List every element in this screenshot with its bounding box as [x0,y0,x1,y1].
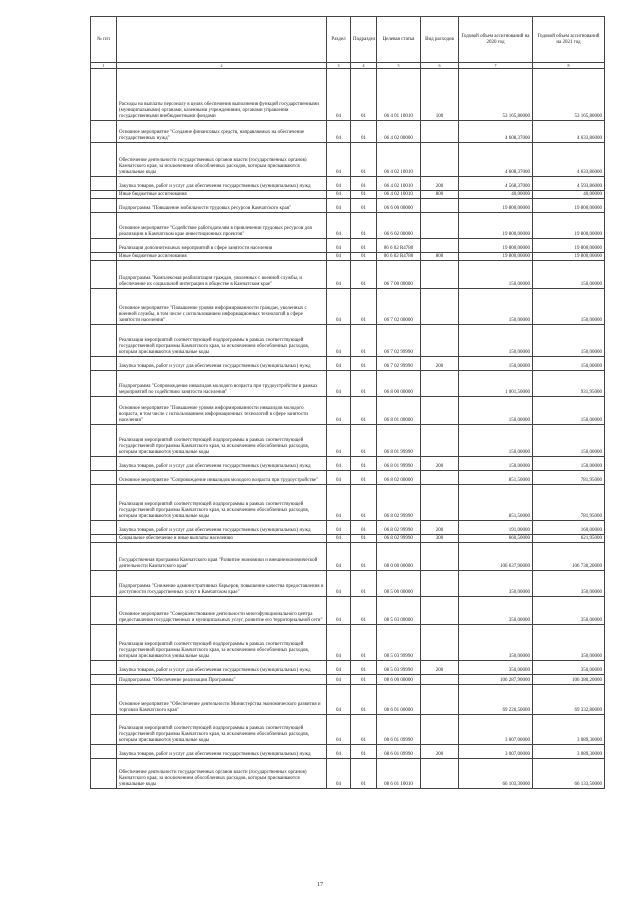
row-vr-cell [421,239,459,253]
row-number-cell [91,199,117,213]
table-header-row [91,17,605,63]
row-2021-cell: 53 165,80000 [533,69,605,121]
row-2021-cell: 4 593,86000 [533,177,605,191]
table-row [91,261,605,289]
column-index: 7 [459,63,533,69]
header-name [117,17,327,63]
row-2021-cell: 150,00000 [533,457,605,471]
row-number-cell [91,261,117,289]
row-csr-cell: 06 7 00 00000 [377,261,421,289]
row-number-cell [91,425,117,457]
row-vr-cell [421,597,459,625]
column-index: 8 [533,63,605,69]
row-podrazdel-cell: 01 [351,685,377,715]
row-2020-cell: 106 637,90000 [459,543,533,571]
row-csr-cell: 06 8 01 00000 [377,397,421,425]
row-podrazdel-cell: 01 [351,457,377,471]
row-razdel-cell: 04 [327,357,351,371]
row-vr-cell: 100 [421,69,459,121]
row-2021-cell: 781,95000 [533,471,605,485]
row-csr-cell: 06 4 01 10010 [377,69,421,121]
row-podrazdel-cell: 01 [351,261,377,289]
row-razdel-cell: 04 [327,143,351,177]
header-vr: Вид расходов [421,17,459,63]
row-razdel-cell: 04 [327,199,351,213]
row-number-cell [91,675,117,685]
row-csr-cell: 08 5 03 99990 [377,661,421,675]
row-2020-cell: 4 608,37000 [459,121,533,143]
column-index: 1 [91,63,117,69]
row-2021-cell: 19 800,00000 [533,239,605,253]
header-2020: Годовой объем ассигнований на 2020 год [459,17,533,63]
row-csr-cell: 08 0 00 00000 [377,543,421,571]
row-razdel-cell: 04 [327,325,351,357]
row-razdel-cell: 04 [327,253,351,261]
row-name-cell: Закупка товаров, работ и услуг для обеспечения государственных (муниципальных) нужд [117,357,327,371]
row-2021-cell: 781,95000 [533,485,605,521]
row-2021-cell: 40,00000 [533,191,605,199]
row-2020-cell: 3 007,00000 [459,715,533,745]
row-2020-cell: 150,00000 [459,357,533,371]
row-razdel-cell: 04 [327,759,351,789]
row-2020-cell: 350,00000 [459,597,533,625]
row-csr-cell: 08 6 01 09990 [377,715,421,745]
header-podrazdel: Подраздел [351,17,377,63]
row-number-cell [91,253,117,261]
row-2021-cell: 350,00000 [533,661,605,675]
row-name-cell: Основное мероприятие "Обеспечение деятельности Министерства экономического развития и торговли Камчатского края" [117,685,327,715]
table-row [91,253,605,261]
header-2021: Годовой объем ассигнований на 2021 год [533,17,605,63]
row-2020-cell: 350,00000 [459,661,533,675]
table-row [91,543,605,571]
row-podrazdel-cell: 01 [351,191,377,199]
row-number-cell [91,745,117,759]
row-number-cell [91,485,117,521]
row-2021-cell: 350,00000 [533,571,605,597]
row-number-cell [91,371,117,397]
row-csr-cell: 06 4 02 10010 [377,177,421,191]
row-vr-cell [421,397,459,425]
table-row [91,675,605,685]
row-razdel-cell: 04 [327,521,351,535]
row-razdel-cell: 04 [327,457,351,471]
table-row [91,397,605,425]
row-name-cell: Основное мероприятие "Повышение уровня информированности граждан, уволенных с военной службы, в том числе с использованием информационных технологий в сфере занятости населения" [117,289,327,325]
row-csr-cell: 06 8 02 00000 [377,471,421,485]
row-number-cell [91,213,117,239]
row-vr-cell [421,543,459,571]
row-name-cell: Основное мероприятие "Создание финансовых средств, направляемых на обеспечение государственных нужд" [117,121,327,143]
row-2021-cell: 3 089,30000 [533,745,605,759]
row-razdel-cell: 04 [327,685,351,715]
column-index: 5 [377,63,421,69]
row-podrazdel-cell: 01 [351,397,377,425]
row-csr-cell: 06 6 02 00000 [377,213,421,239]
table-row [91,759,605,789]
table-row [91,121,605,143]
row-2021-cell: 19 800,00000 [533,253,605,261]
row-number-cell [91,535,117,543]
row-razdel-cell: 04 [327,543,351,571]
row-vr-cell [421,715,459,745]
row-2020-cell: 19 800,00000 [459,213,533,239]
row-number-cell [91,177,117,191]
row-number-cell [91,543,117,571]
table-row [91,289,605,325]
row-2020-cell: 66 103,30000 [459,759,533,789]
row-vr-cell [421,289,459,325]
row-2021-cell: 19 800,00000 [533,213,605,239]
row-razdel-cell: 04 [327,121,351,143]
row-csr-cell: 06 4 02 10010 [377,191,421,199]
row-csr-cell: 06 8 01 99990 [377,457,421,471]
row-podrazdel-cell: 01 [351,597,377,625]
row-number-cell [91,325,117,357]
table-row [91,535,605,543]
row-2021-cell: 350,00000 [533,625,605,661]
row-number-cell [91,457,117,471]
table-row [91,457,605,471]
row-vr-cell [421,199,459,213]
row-razdel-cell: 04 [327,239,351,253]
row-podrazdel-cell: 01 [351,121,377,143]
row-vr-cell [421,261,459,289]
row-podrazdel-cell: 01 [351,543,377,571]
row-name-cell: Иные бюджетные ассигнования [117,253,327,261]
row-podrazdel-cell: 01 [351,675,377,685]
row-csr-cell: 06 4 02 00000 [377,121,421,143]
row-2021-cell: 19 800,00000 [533,199,605,213]
row-number-cell [91,625,117,661]
row-number-cell [91,143,117,177]
table-row [91,143,605,177]
row-number-cell [91,571,117,597]
row-2020-cell: 4 568,37000 [459,177,533,191]
row-2020-cell: 191,00000 [459,521,533,535]
row-razdel-cell: 04 [327,675,351,685]
row-2020-cell: 4 608,37000 [459,143,533,177]
row-name-cell: Подпрограмма "Комплексная реабилитация граждан, уволенных с военной службы, и обеспечение их социальной интеграции в обществе в Камчатском крае" [117,261,327,289]
row-podrazdel-cell: 01 [351,535,377,543]
row-number-cell [91,397,117,425]
row-vr-cell: 800 [421,253,459,261]
row-number-cell [91,661,117,675]
table-row [91,357,605,371]
row-2020-cell: 851,50000 [459,471,533,485]
row-name-cell: Реализация мероприятий соответствующей подпрограммы в рамках соответствующей государственной программы Камчатского края, за исключением обособленных расходов, которым присваиваются уникальные коды [117,715,327,745]
row-csr-cell: 06 4 02 10010 [377,143,421,177]
row-number-cell [91,191,117,199]
row-csr-cell: 06 6 00 00000 [377,199,421,213]
row-name-cell: Закупка товаров, работ и услуг для обеспечения государственных (муниципальных) нужд [117,177,327,191]
row-razdel-cell: 04 [327,661,351,675]
row-2020-cell: 150,00000 [459,457,533,471]
row-name-cell: Реализация мероприятий соответствующей подпрограммы в рамках соответствующей государственной программы Камчатского края, за исключением обособленных расходов, которым присваиваются уникальные коды [117,425,327,457]
row-2021-cell: 106 380,20000 [533,675,605,685]
row-vr-cell [421,759,459,789]
row-razdel-cell: 04 [327,191,351,199]
row-2020-cell: 660,50000 [459,535,533,543]
row-number-cell [91,685,117,715]
row-name-cell: Закупка товаров, работ и услуг для обеспечения государственных (муниципальных) нужд [117,745,327,759]
row-csr-cell: 08 6 01 09990 [377,745,421,759]
row-name-cell: Государственная программа Камчатского края "Развитие экономики и внешнеэкономической деятельности Камчатского края" [117,543,327,571]
row-name-cell: Основное мероприятие "Совершенствование деятельности многофункционального центра предоставления государственных и муниципальных услуг, развитие его территориальной сети" [117,597,327,625]
row-2021-cell: 106 730,20000 [533,543,605,571]
budget-table [90,16,605,789]
row-2020-cell: 150,00000 [459,289,533,325]
row-csr-cell: 06 8 02 99990 [377,485,421,521]
row-number-cell [91,597,117,625]
row-podrazdel-cell: 01 [351,759,377,789]
table-row [91,177,605,191]
row-razdel-cell: 04 [327,177,351,191]
row-vr-cell: 200 [421,457,459,471]
row-number-cell [91,357,117,371]
row-csr-cell: 06 7 02 99990 [377,357,421,371]
row-csr-cell: 06 6 02 R4780 [377,239,421,253]
row-name-cell: Расходы на выплаты персоналу в целях обеспечения выполнения функций государственными (муниципальными) органами, казенными учреждениями, органами управления государственными внебюджетными фондами [117,69,327,121]
table-row [91,471,605,485]
row-vr-cell: 300 [421,535,459,543]
row-number-cell [91,289,117,325]
row-podrazdel-cell: 01 [351,521,377,535]
row-razdel-cell: 04 [327,397,351,425]
row-vr-cell [421,143,459,177]
header-num: № п/п [91,17,117,63]
row-csr-cell: 06 8 02 99990 [377,535,421,543]
row-podrazdel-cell: 01 [351,661,377,675]
row-csr-cell: 08 5 00 00000 [377,571,421,597]
row-2021-cell: 150,00000 [533,425,605,457]
row-vr-cell: 800 [421,191,459,199]
row-2021-cell: 66 133,50000 [533,759,605,789]
row-razdel-cell: 04 [327,485,351,521]
row-vr-cell [421,325,459,357]
row-2020-cell: 106 287,90000 [459,675,533,685]
column-index: 3 [327,63,351,69]
row-2020-cell: 350,00000 [459,625,533,661]
row-name-cell: Основное мероприятие "Содействие работодателям в привлечении трудовых ресурсов для реализации в Камчатском крае инвестиционных проектов" [117,213,327,239]
row-podrazdel-cell: 01 [351,325,377,357]
row-podrazdel-cell: 01 [351,471,377,485]
row-podrazdel-cell: 01 [351,143,377,177]
table-row [91,685,605,715]
header-csr: Целевая статья [377,17,421,63]
row-podrazdel-cell: 01 [351,357,377,371]
row-razdel-cell: 04 [327,69,351,121]
row-csr-cell: 06 8 00 00000 [377,371,421,397]
row-2020-cell: 53 165,80000 [459,69,533,121]
row-2021-cell: 4 633,86000 [533,121,605,143]
row-2020-cell: 40,00000 [459,191,533,199]
table-row [91,597,605,625]
row-podrazdel-cell: 01 [351,177,377,191]
row-name-cell: Основное мероприятие "Повышение уровня информированности инвалидов молодого возраста, в том числе с использованием информационных технологий в сфере занятости населения" [117,397,327,425]
row-name-cell: Закупка товаров, работ и услуг для обеспечения государственных (муниципальных) нужд [117,521,327,535]
row-vr-cell [421,485,459,521]
row-2021-cell: 69 332,80000 [533,685,605,715]
row-number-cell [91,69,117,121]
column-index: 6 [421,63,459,69]
row-number-cell [91,121,117,143]
row-razdel-cell: 04 [327,371,351,397]
table-row [91,69,605,121]
row-2020-cell: 851,50000 [459,485,533,521]
row-podrazdel-cell: 01 [351,425,377,457]
row-vr-cell [421,213,459,239]
row-2021-cell: 150,00000 [533,289,605,325]
table-row [91,625,605,661]
row-2021-cell: 150,00000 [533,261,605,289]
column-index: 2 [117,63,327,69]
row-csr-cell: 08 6 01 10010 [377,759,421,789]
table-row [91,371,605,397]
row-name-cell: Подпрограмма "Обеспечение реализации Программы" [117,675,327,685]
row-name-cell: Закупка товаров, работ и услуг для обеспечения государственных (муниципальных) нужд [117,457,327,471]
table-body [91,69,605,789]
row-razdel-cell: 04 [327,261,351,289]
row-number-cell [91,471,117,485]
row-2021-cell: 621,95000 [533,535,605,543]
row-csr-cell: 06 7 02 00000 [377,289,421,325]
row-razdel-cell: 04 [327,715,351,745]
row-podrazdel-cell: 01 [351,625,377,661]
row-name-cell: Реализация дополнительных мероприятий в сфере занятости населения [117,239,327,253]
row-2021-cell: 931,95000 [533,371,605,397]
table-row [91,745,605,759]
row-razdel-cell: 04 [327,425,351,457]
row-vr-cell: 200 [421,177,459,191]
row-razdel-cell: 04 [327,213,351,239]
row-csr-cell: 06 8 02 99990 [377,521,421,535]
row-csr-cell: 08 6 00 00000 [377,675,421,685]
column-index: 4 [351,63,377,69]
row-name-cell: Реализация мероприятий соответствующей подпрограммы в рамках соответствующей государственной программы Камчатского края, за исключением обособленных расходов, которым присваиваются уникальные коды [117,485,327,521]
row-2021-cell: 150,00000 [533,397,605,425]
row-razdel-cell: 04 [327,289,351,325]
row-vr-cell [421,675,459,685]
row-csr-cell: 06 8 01 99990 [377,425,421,457]
row-vr-cell: 200 [421,521,459,535]
row-vr-cell [421,471,459,485]
row-number-cell [91,759,117,789]
row-vr-cell: 200 [421,661,459,675]
row-2020-cell: 19 800,00000 [459,239,533,253]
row-2020-cell: 3 007,00000 [459,745,533,759]
table-row [91,661,605,675]
row-vr-cell [421,685,459,715]
row-podrazdel-cell: 01 [351,239,377,253]
table-row [91,485,605,521]
row-podrazdel-cell: 01 [351,745,377,759]
row-razdel-cell: 04 [327,597,351,625]
row-2020-cell: 150,00000 [459,425,533,457]
row-podrazdel-cell: 01 [351,69,377,121]
row-csr-cell: 06 7 02 99990 [377,325,421,357]
row-razdel-cell: 04 [327,625,351,661]
row-name-cell: Иные бюджетные ассигнования [117,191,327,199]
table-row [91,325,605,357]
table-row [91,425,605,457]
row-2020-cell: 19 800,00000 [459,199,533,213]
row-2021-cell: 4 633,86000 [533,143,605,177]
table-row [91,715,605,745]
row-2020-cell: 350,00000 [459,571,533,597]
row-2020-cell: 19 800,00000 [459,253,533,261]
row-2021-cell: 3 089,30000 [533,715,605,745]
row-podrazdel-cell: 01 [351,715,377,745]
row-vr-cell [421,625,459,661]
row-name-cell: Закупка товаров, работ и услуг для обеспечения государственных (муниципальных) нужд [117,661,327,675]
row-podrazdel-cell: 01 [351,485,377,521]
row-name-cell: Социальное обеспечение и иные выплаты населению [117,535,327,543]
row-vr-cell: 200 [421,357,459,371]
header-razdel: Раздел [327,17,351,63]
row-2020-cell: 1 001,50000 [459,371,533,397]
row-razdel-cell: 04 [327,745,351,759]
page-number: 17 [317,882,323,888]
table-row [91,239,605,253]
row-vr-cell [421,571,459,597]
row-name-cell: Обеспечение деятельности государственных органов власти (государственных органов) Камчатского края, за исключением обособленных расходов, которым присваиваются уникальные коды [117,759,327,789]
row-csr-cell: 08 5 03 00000 [377,597,421,625]
row-name-cell: Подпрограмма "Снижение административных барьеров, повышение качества предоставления и доступности государственных услуг в Камчатском крае" [117,571,327,597]
table-row [91,521,605,535]
row-2020-cell: 150,00000 [459,325,533,357]
row-number-cell [91,715,117,745]
row-name-cell: Обеспечение деятельности государственных органов власти (государственных органов) Камчатского края, за исключением обособленных расходов, которым присваиваются уникальные коды [117,143,327,177]
row-number-cell [91,239,117,253]
row-podrazdel-cell: 01 [351,213,377,239]
row-name-cell: Подпрограмма "Сопровождение инвалидов молодого возраста при трудоустройстве в рамках мероприятий по содействию занятости населения" [117,371,327,397]
row-2020-cell: 150,00000 [459,397,533,425]
table-row [91,571,605,597]
row-csr-cell: 08 5 03 99990 [377,625,421,661]
row-vr-cell [421,425,459,457]
row-2021-cell: 150,00000 [533,357,605,371]
row-name-cell: Подпрограмма "Повышение мобильности трудовых ресурсов Камчатского края" [117,199,327,213]
row-podrazdel-cell: 01 [351,199,377,213]
row-2020-cell: 69 226,50000 [459,685,533,715]
row-vr-cell: 200 [421,745,459,759]
row-2021-cell: 350,00000 [533,597,605,625]
row-podrazdel-cell: 01 [351,571,377,597]
row-podrazdel-cell: 01 [351,289,377,325]
row-name-cell: Основное мероприятие "Сопровождение инвалидов молодого возраста при трудоустройстве" [117,471,327,485]
row-razdel-cell: 04 [327,535,351,543]
row-2021-cell: 150,00000 [533,325,605,357]
row-razdel-cell: 04 [327,471,351,485]
row-2021-cell: 160,00000 [533,521,605,535]
row-podrazdel-cell: 01 [351,371,377,397]
table-row [91,191,605,199]
row-razdel-cell: 04 [327,571,351,597]
row-csr-cell: 08 6 01 00000 [377,685,421,715]
row-name-cell: Реализация мероприятий соответствующей подпрограммы в рамках соответствующей государственной программы Камчатского края, за исключением обособленных расходов, которым присваиваются уникальные коды [117,625,327,661]
row-2020-cell: 150,00000 [459,261,533,289]
row-number-cell [91,521,117,535]
row-vr-cell [421,121,459,143]
table-row [91,213,605,239]
row-podrazdel-cell: 01 [351,253,377,261]
row-csr-cell: 06 6 02 R4780 [377,253,421,261]
table-row [91,199,605,213]
row-vr-cell [421,371,459,397]
row-name-cell: Реализация мероприятий соответствующей подпрограммы в рамках соответствующей государственной программы Камчатского края, за исключением обособленных расходов, которым присваиваются уникальные коды [117,325,327,357]
